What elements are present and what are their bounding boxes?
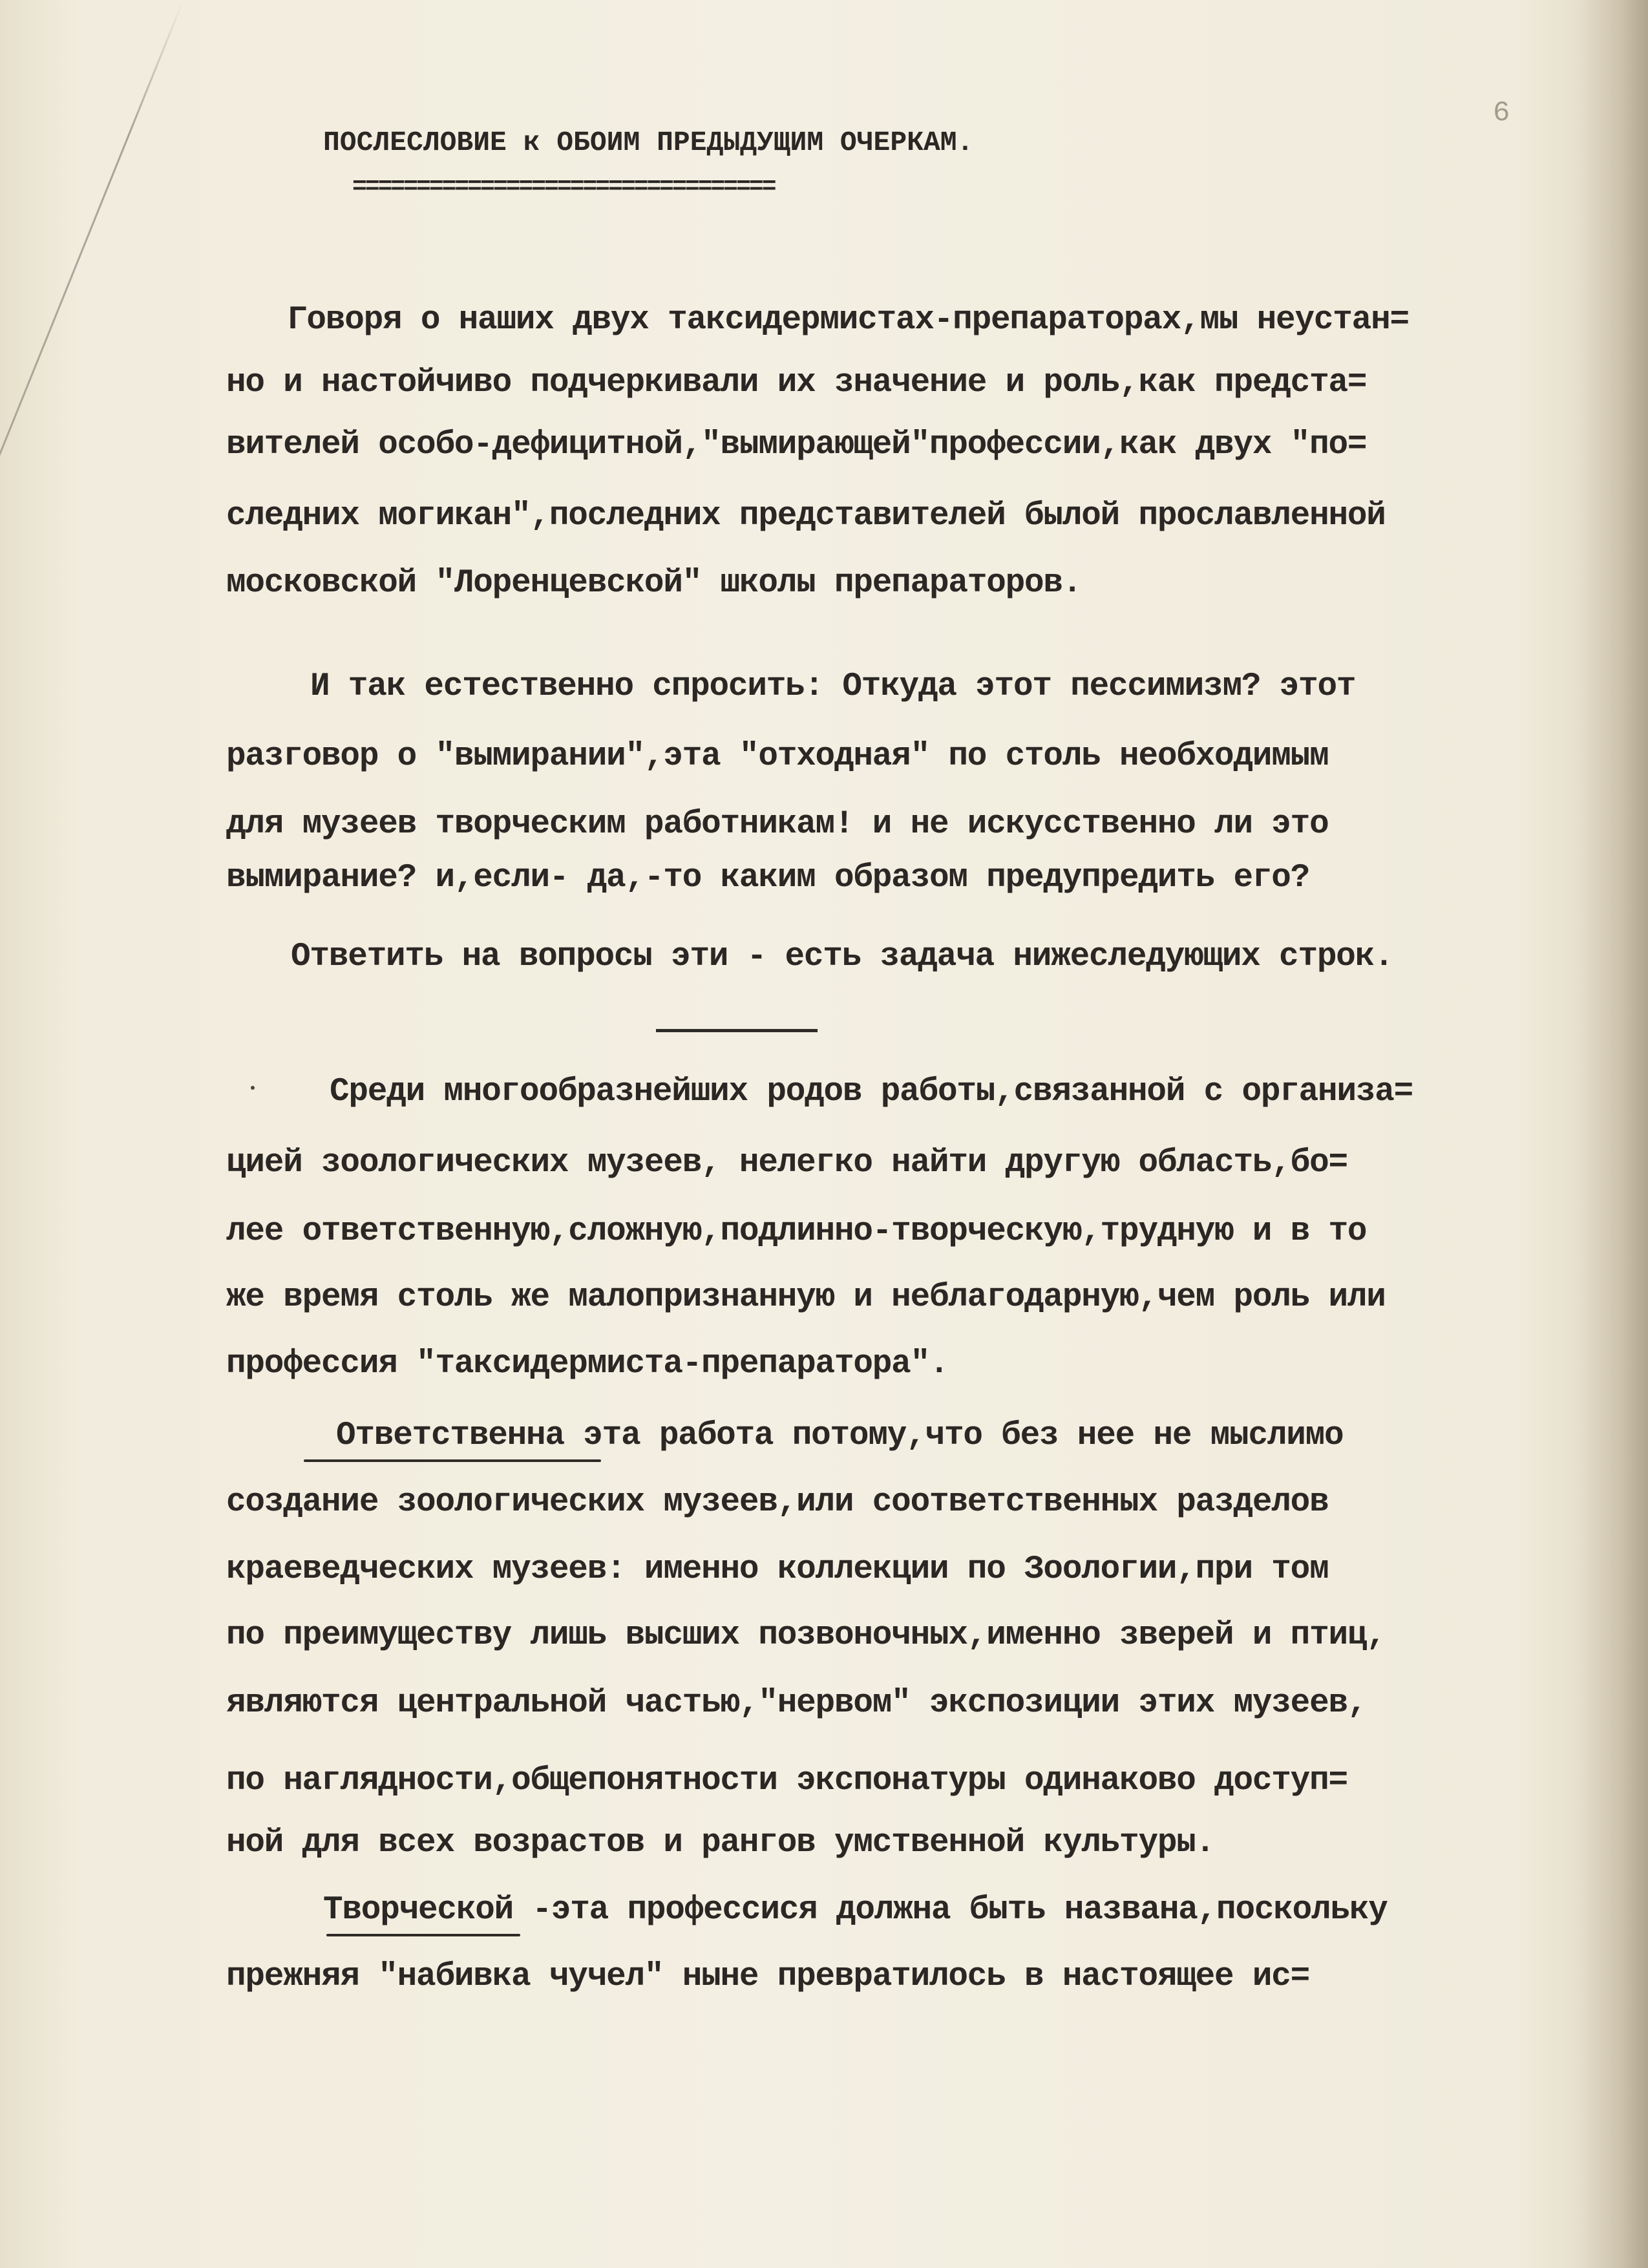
text-line-2: но и настойчиво подчеркивали их значение и роль,как предста= xyxy=(226,365,1367,401)
text-line-10: Ответить на вопросы эти - есть задача нижеследующих строк. xyxy=(291,938,1393,975)
text-line-22: ной для всех возрастов и рангов умственной культуры. xyxy=(226,1825,1215,1861)
text-line-7: разговор о "вымирании",эта "отходная" по столь необходимым xyxy=(226,738,1329,775)
text-line-19: по преимуществу лишь высших позвоночных,именно зверей и птиц, xyxy=(226,1617,1386,1654)
text-line-5: московской "Лоренцевской" школы препараторов. xyxy=(226,565,1082,602)
text-line-14: же время столь же малопризнанную и неблагодарную,чем роль или xyxy=(226,1279,1386,1316)
page-number: 6 xyxy=(1493,97,1510,129)
text-line-17: создание зоологических музеев,или соответственных разделов xyxy=(226,1484,1329,1521)
text-line-8: для музеев творческим работникам! и не искусственно ли это xyxy=(226,806,1329,843)
text-line-4: следних могикан",последних представителей былой прославленной xyxy=(226,498,1386,535)
pencil-stroke-mark xyxy=(0,0,184,882)
text-line-13: лее ответственную,сложную,подлинно-творческую,трудную и в то xyxy=(226,1213,1367,1250)
text-line-23: Творческой -эта профессися должна быть названа,поскольку xyxy=(323,1892,1388,1929)
text-line-12: цией зоологических музеев, нелегко найти другую область,бо= xyxy=(226,1145,1347,1182)
text-line-9: вымирание? и,если- да,-то каким образом предупредить его? xyxy=(226,860,1310,896)
text-line-1: Говоря о наших двух таксидермистах-препараторах,мы неустан= xyxy=(288,302,1409,339)
text-line-15: профессия "таксидермиста-препаратора". xyxy=(226,1346,949,1383)
title-double-underline: ================================= xyxy=(352,173,775,201)
section-separator xyxy=(656,1029,818,1032)
text-line-24: прежняя "набивка чучел" ныне превратилось в настоящее ис= xyxy=(226,1958,1310,1995)
underline-tvorcheskoy xyxy=(326,1934,520,1936)
text-line-20: являются центральной частью,"нервом" экспозиции этих музеев, xyxy=(226,1685,1367,1722)
text-line-16: Ответственна эта работа потому,что без нее не мыслимо xyxy=(336,1417,1344,1454)
text-line-6: И так естественно спросить: Откуда этот пессимизм? этот xyxy=(310,668,1356,705)
text-line-21: по наглядности,общепонятности экспонатуры одинаково доступ= xyxy=(226,1763,1347,1799)
text-line-3: вителей особо-дефицитной,"вымирающей"профессии,как двух "по= xyxy=(226,427,1367,463)
text-line-18: краеведческих музеев: именно коллекции по Зоологии,при том xyxy=(226,1551,1329,1588)
underline-otvetstvenna xyxy=(304,1459,601,1462)
document-title: ПОСЛЕСЛОВИЕ к ОБОИМ ПРЕДЫДУЩИМ ОЧЕРКАМ. xyxy=(323,127,974,158)
ink-dot xyxy=(251,1086,255,1090)
text-line-11: Среди многообразнейших родов работы,связанной с организа= xyxy=(330,1074,1413,1110)
